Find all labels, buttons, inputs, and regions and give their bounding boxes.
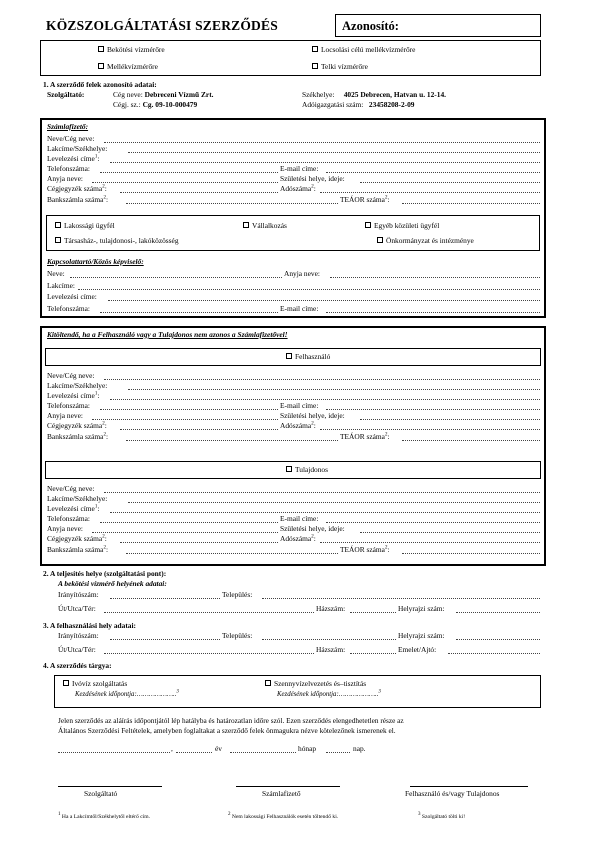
owner-email-field[interactable] (326, 522, 540, 523)
s2-city-field[interactable] (262, 598, 540, 599)
checkbox-icon[interactable] (286, 353, 292, 359)
page-title: KÖZSZOLGÁLTATÁSI SZERZŐDÉS (46, 18, 278, 33)
s3-parcel-field[interactable] (456, 639, 540, 640)
date-comma: , (171, 744, 173, 753)
meter-option-c[interactable]: Mellékvízmérőre (98, 63, 158, 72)
seat-row: Székhelye: 4025 Debrecen, Hatvan u. 12-14. (302, 90, 446, 99)
payer-address-label: Lakcíme/Székhelye: (47, 144, 108, 153)
title-box (40, 14, 330, 37)
owner-tax-field[interactable] (320, 542, 540, 543)
owner-bank-field[interactable] (126, 553, 338, 554)
user-birth-field[interactable] (360, 419, 540, 420)
contact-address-label: Lakcíme: (47, 281, 75, 290)
contract-subject-box (54, 675, 541, 708)
checkbox-icon[interactable] (286, 466, 292, 472)
date-month-field[interactable] (230, 752, 296, 753)
owner-mother-label: Anyja neve: (47, 524, 83, 533)
user-address-field[interactable] (128, 389, 540, 390)
footnote-1: $^1$ Ha a Lakcímtől/Székhelytől eltérő cím. (58, 812, 150, 820)
user-company-reg-field[interactable] (120, 429, 278, 430)
s3-street-field[interactable] (104, 653, 314, 654)
meter-option-a[interactable]: Bekötési vízmérőre (98, 46, 165, 55)
signature-line-payer[interactable] (236, 786, 340, 787)
user-phone-field[interactable] (100, 409, 278, 410)
signature-payer-label: Számlafizető (262, 789, 301, 798)
s3-floor-field[interactable] (448, 653, 540, 654)
paragraph-line-1: Jelen szerződés az aláírás időpontjától lép hatályba és határozatlan időre szól. Ezen szerződés elengedhetetlen része az (58, 716, 404, 725)
signature-line-user[interactable] (410, 786, 528, 787)
payer-bank-label: Bankszámla száma$^2$: (47, 195, 108, 204)
payer-title: Számlafizető: (47, 122, 89, 131)
payer-phone-label: Telefonszáma: (47, 164, 90, 173)
footnote-2: $^2$ Nem lakossági Felhasználók esetén töltendő ki. (228, 812, 339, 820)
checkbox-icon[interactable] (55, 222, 61, 228)
date-month-label: hónap (298, 744, 317, 753)
user-bank-field[interactable] (126, 440, 338, 441)
identifier-box[interactable] (335, 14, 541, 37)
user-teaor-label: TEÁOR száma$^2$: (340, 432, 390, 441)
s2-street-field[interactable] (104, 612, 314, 613)
checkbox-icon[interactable] (377, 237, 383, 243)
payer-box (40, 118, 546, 318)
type-business[interactable]: Vállalkozás (243, 222, 287, 231)
contact-title: Kapcsolattartó/Közös képviselő: (47, 257, 144, 266)
owner-checkbox[interactable]: Tulajdonos (286, 466, 328, 475)
s2-parcel-field[interactable] (456, 612, 540, 613)
owner-birth-label: Születési helye, ideje: (280, 524, 345, 533)
contact-phone-field[interactable] (100, 312, 278, 313)
owner-mail-label: Levelezési címe$^1$: (47, 504, 100, 513)
checkbox-icon[interactable] (63, 680, 69, 686)
contact-address-field[interactable] (78, 289, 540, 290)
owner-tax-label: Adószáma$^2$: (280, 534, 316, 543)
tax-row: Adóigazgatási szám: 23458208-2-09 (302, 100, 415, 109)
checkbox-icon[interactable] (98, 63, 104, 69)
water-service-option[interactable]: Ivóvíz szolgáltatás (63, 680, 127, 689)
checkbox-icon[interactable] (365, 222, 371, 228)
payer-tax-field[interactable] (320, 192, 540, 193)
meter-option-b[interactable]: Locsolási célú mellékvízmérőre (312, 46, 415, 55)
payer-birth-field[interactable] (360, 182, 540, 183)
company-row: Cég neve: Debreceni Vízmű Zrt. (113, 90, 214, 99)
owner-mail-field[interactable] (110, 512, 540, 513)
s2-house-label: Házszám: (316, 604, 346, 613)
registry-row: Cégj. sz.: Cg. 09-10-000479 (113, 100, 198, 109)
user-header (45, 348, 541, 366)
checkbox-icon[interactable] (312, 63, 318, 69)
s3-zip-field[interactable] (110, 639, 220, 640)
s3-parcel-label: Helyrajzi szám: (398, 631, 445, 640)
s2-zip-field[interactable] (110, 598, 220, 599)
user-name-label: Neve/Cég neve: (47, 371, 95, 380)
s3-floor-label: Emelet/Ajtó: (398, 645, 437, 654)
contact-mail-label: Levelezési címe: (47, 292, 97, 301)
footnote-3: $^3$ Szolgáltató tölti ki! (418, 812, 466, 820)
type-municipality[interactable]: Önkormányzat és intézménye (377, 237, 474, 246)
s2-street-label: Út/Utca/Tér: (58, 604, 96, 613)
s2-zip-label: Irányítószám: (58, 590, 99, 599)
checkbox-icon[interactable] (55, 237, 61, 243)
section2-title: 2. A teljesítés helye (szolgáltatási pont): (43, 569, 167, 578)
payer-mail-label: Levelezési címe$^1$: (47, 154, 100, 163)
s3-zip-label: Irányítószám: (58, 631, 99, 640)
owner-name-field[interactable] (104, 492, 540, 493)
s3-city-field[interactable] (262, 639, 396, 640)
contact-phone-label: Telefonszáma: (47, 304, 90, 313)
date-year-field[interactable] (176, 752, 212, 753)
owner-birth-field[interactable] (360, 532, 540, 533)
payer-mail-field[interactable] (110, 162, 540, 163)
contact-mother-label: Anyja neve: (284, 269, 320, 278)
section4-title: 4. A szerződés tárgya: (43, 661, 112, 670)
owner-address-label: Lakcíme/Székhelye: (47, 494, 108, 503)
payer-name-label: Neve/Cég neve: (47, 134, 95, 143)
payer-phone-field[interactable] (100, 172, 278, 173)
paragraph-line-2: Általános Szerződési Feltételek, amelyben foglaltakat a szerződő felek önmagukra nézve kötelezőnek ismerenek el. (58, 726, 396, 735)
user-owner-box (40, 326, 546, 566)
signature-provider-label: Szolgáltató (84, 789, 118, 798)
user-email-field[interactable] (326, 409, 540, 410)
s2-house-field[interactable] (350, 612, 396, 613)
checkbox-icon[interactable] (243, 222, 249, 228)
water-start: Kezdésének időpontja:………………..$^3$ (75, 689, 179, 698)
payer-teaor-label: TEÁOR száma$^2$: (340, 195, 390, 204)
user-mail-field[interactable] (110, 399, 540, 400)
user-owner-title: Kitöltendő, ha a Felhasználó vagy a Tulajdonos nem azonos a Számlafizetővel! (47, 330, 288, 339)
checkbox-icon[interactable] (312, 46, 318, 52)
owner-address-field[interactable] (128, 502, 540, 503)
user-mother-field[interactable] (92, 419, 278, 420)
owner-bank-label: Bankszámla száma$^2$: (47, 545, 108, 554)
owner-mother-field[interactable] (92, 532, 278, 533)
sewage-start: Kezdésének időpontja:………………..$^3$ (277, 689, 381, 698)
date-day-field[interactable] (326, 752, 350, 753)
checkbox-icon[interactable] (98, 46, 104, 52)
type-condominium[interactable]: Társasház-, tulajdonosi-, lakóközösség (55, 237, 179, 246)
owner-phone-label: Telefonszáma: (47, 514, 90, 523)
type-residential[interactable]: Lakossági ügyfél (55, 222, 115, 231)
user-tax-label: Adószáma$^2$: (280, 421, 316, 430)
user-email-label: E-mail címe: (280, 401, 319, 410)
provider-label: Szolgáltató: (47, 90, 85, 99)
payer-mother-label: Anyja neve: (47, 174, 83, 183)
payer-email-field[interactable] (326, 172, 540, 173)
s2-parcel-label: Helyrajzi szám: (398, 604, 445, 613)
owner-email-label: E-mail címe: (280, 514, 319, 523)
signature-line-provider[interactable] (58, 786, 162, 787)
payer-tax-label: Adószáma$^2$: (280, 184, 316, 193)
s3-street-label: Út/Utca/Tér: (58, 645, 96, 654)
date-place-field[interactable] (58, 752, 170, 753)
signature-user-label: Felhasználó és/vagy Tulajdonos (405, 789, 500, 798)
user-checkbox[interactable]: Felhasználó (286, 353, 330, 362)
user-phone-label: Telefonszáma: (47, 401, 90, 410)
payer-address-field[interactable] (128, 152, 540, 153)
owner-phone-field[interactable] (100, 522, 278, 523)
meter-type-box (40, 40, 541, 76)
contact-name-field[interactable] (70, 277, 282, 278)
payer-company-reg-field[interactable] (120, 192, 278, 193)
owner-teaor-field[interactable] (402, 553, 540, 554)
user-name-field[interactable] (104, 379, 540, 380)
payer-bank-field[interactable] (126, 203, 338, 204)
contact-mother-field[interactable] (330, 277, 540, 278)
contact-name-label: Neve: (47, 269, 65, 278)
owner-teaor-label: TEÁOR száma$^2$: (340, 545, 390, 554)
user-birth-label: Születési helye, ideje: (280, 411, 345, 420)
type-other-public[interactable]: Egyéb közületi ügyfél (365, 222, 439, 231)
owner-name-label: Neve/Cég neve: (47, 484, 95, 493)
s3-house-field[interactable] (350, 653, 396, 654)
s3-city-label: Település: (222, 631, 253, 640)
payer-email-label: E-mail címe: (280, 164, 319, 173)
user-mother-label: Anyja neve: (47, 411, 83, 420)
user-company-reg-label: Cégjegyzék száma$^2$: (47, 421, 107, 430)
user-address-label: Lakcíme/Székhelye: (47, 381, 108, 390)
user-bank-label: Bankszámla száma$^2$: (47, 432, 108, 441)
user-mail-label: Levelezési címe$^1$: (47, 391, 100, 400)
contact-mail-field[interactable] (108, 300, 540, 301)
date-year-label: év (215, 744, 222, 753)
contact-email-label: E-mail címe: (280, 304, 319, 313)
section2-subtitle: A bekötési vízmérő helyének adatai: (58, 579, 167, 588)
section3-title: 3. A felhasználási hely adatai: (43, 621, 137, 630)
payer-company-reg-label: Cégjegyzék száma$^2$: (47, 184, 107, 193)
payer-teaor-field[interactable] (402, 203, 540, 204)
payer-birth-label: Születési helye, ideje: (280, 174, 345, 183)
s3-house-label: Házszám: (316, 645, 346, 654)
customer-type-box (46, 215, 540, 251)
payer-name-field[interactable] (104, 142, 540, 143)
owner-company-reg-field[interactable] (120, 542, 278, 543)
date-day-label: nap. (353, 744, 366, 753)
meter-option-d[interactable]: Telki vízmérőre (312, 63, 368, 72)
user-tax-field[interactable] (320, 429, 540, 430)
payer-mother-field[interactable] (92, 182, 278, 183)
sewage-service-option[interactable]: Szennyvízelvezetés és–tisztítás (265, 680, 366, 689)
user-teaor-field[interactable] (402, 440, 540, 441)
owner-company-reg-label: Cégjegyzék száma$^2$: (47, 534, 107, 543)
checkbox-icon[interactable] (265, 680, 271, 686)
s2-city-label: Település: (222, 590, 253, 599)
identifier-label: Azonosító: (342, 19, 399, 33)
owner-header (45, 461, 541, 479)
section1-title: 1. A szerződő felek azonosító adatai: (43, 80, 157, 89)
contact-email-field[interactable] (326, 312, 540, 313)
